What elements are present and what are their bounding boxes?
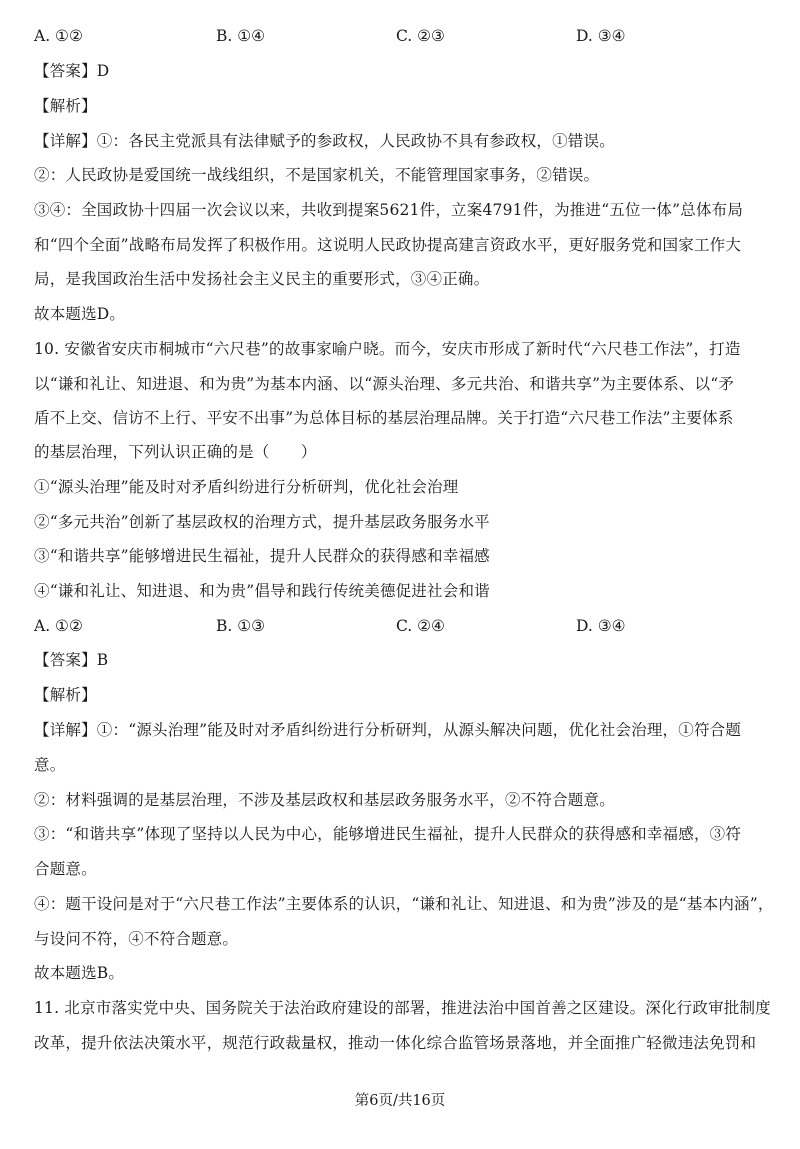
q10-detail-line: ③：“和谐共享”体现了坚持以人民为中心，能够增进民生福祉，提升人民群众的获得感和幸福感，③符: [34, 825, 742, 843]
q10-conclusion: 故本题选B。: [34, 964, 125, 982]
q9-analysis-label: 【解析】: [34, 97, 97, 115]
q10-option-d: D. ③④: [576, 617, 626, 635]
q9-detail-line: 和“四个全面”战略布局发挥了积极作用。这说明人民政协提高建言资政水平，更好服务党和国家工作大: [34, 236, 742, 254]
q9-detail-line: 局，是我国政治生活中发扬社会主义民主的重要形式，③④正确。: [34, 270, 490, 288]
q10-detail-line: ④：题干设问是对于“六尺巷工作法”主要体系的认识，“谦和礼让、知进退、和为贵”涉及的是“基本内涵”，: [34, 895, 774, 913]
q10-analysis-label: 【解析】: [34, 686, 97, 704]
q10-statement-1: ①“源头治理”能及时对矛盾纠纷进行分析研判，优化社会治理: [34, 478, 459, 496]
q9-detail-line: ③④：全国政协十四届一次会议以来，共收到提案5621件，立案4791件，为推进“五位一体”总体布局: [34, 201, 744, 219]
q10-option-a: A. ①②: [34, 617, 83, 635]
q10-detail-line: 合题意。: [34, 860, 97, 878]
q9-options: [34, 25, 774, 47]
q10-statement-3: ③“和谐共享”能够增进民生福祉，提升人民群众的获得感和幸福感: [34, 547, 490, 565]
page-number-footer: 第6页/共16页: [354, 1093, 446, 1109]
q9-detail-line: 【详解】①：各民主党派具有法律赋予的参政权，人民政协不具有参政权，①错误。: [34, 132, 615, 150]
q10-statement-2: ②“多元共治”创新了基层政权的治理方式，提升基层政务服务水平: [34, 513, 490, 531]
q9-conclusion: 故本题选D。: [34, 305, 126, 323]
q10-options: [34, 615, 774, 637]
q11-stem-line: 改革，提升依法决策水平，规范行政裁量权，推动一体化综合监管场景落地，并全面推广轻微违法免罚和: [34, 1034, 757, 1052]
q10-detail-line: 【详解】①：“源头治理”能及时对矛盾纠纷进行分析研判，从源头解决问题，优化社会治理，①符合题: [34, 721, 742, 739]
q10-detail-line: 意。: [34, 756, 66, 774]
q9-option-b: B. ①④: [216, 27, 266, 45]
q9-option-c: C. ②③: [396, 27, 445, 45]
q10-option-c: C. ②④: [396, 617, 445, 635]
q9-option-a: A. ①②: [34, 27, 83, 45]
q10-detail-line: ②：材料强调的是基层治理，不涉及基层政权和基层政务服务水平，②不符合题意。: [34, 791, 615, 809]
q9-option-d: D. ③④: [576, 27, 626, 45]
q9-answer: 【答案】D: [34, 62, 110, 80]
q10-answer: 【答案】B: [34, 651, 109, 669]
q9-detail-line: ②：人民政协是爱国统一战线组织，不是国家机关，不能管理国家事务，②错误。: [34, 166, 600, 184]
q10-statement-4: ④“谦和礼让、知进退、和为贵”倡导和践行传统美德促进社会和谐: [34, 582, 490, 600]
q10-stem-line: 10. 安徽省安庆市桐城市“六尺巷”的故事家喻户晓。而今，安庆市形成了新时代“六尺巷工作法”，打造: [34, 340, 741, 358]
q10-stem-line: 的基层治理，下列认识正确的是（ ）: [34, 443, 317, 461]
q10-stem-line: 以“谦和礼让、知进退、和为贵”为基本内涵、以“源头治理、多元共治、和谐共享”为主要体系、以“矛: [34, 375, 735, 393]
q10-stem-line: 盾不上交、信访不上行、平安不出事”为总体目标的基层治理品牌。关于打造“六尺巷工作法”主要体系: [34, 409, 734, 427]
q10-detail-line: 与设问不符，④不符合题意。: [34, 930, 239, 948]
q11-stem-line: 11. 北京市落实党中央、国务院关于法治政府建设的部署，推进法治中国首善之区建设。深化行政审批制度: [34, 999, 771, 1017]
q10-option-b: B. ①③: [216, 617, 266, 635]
